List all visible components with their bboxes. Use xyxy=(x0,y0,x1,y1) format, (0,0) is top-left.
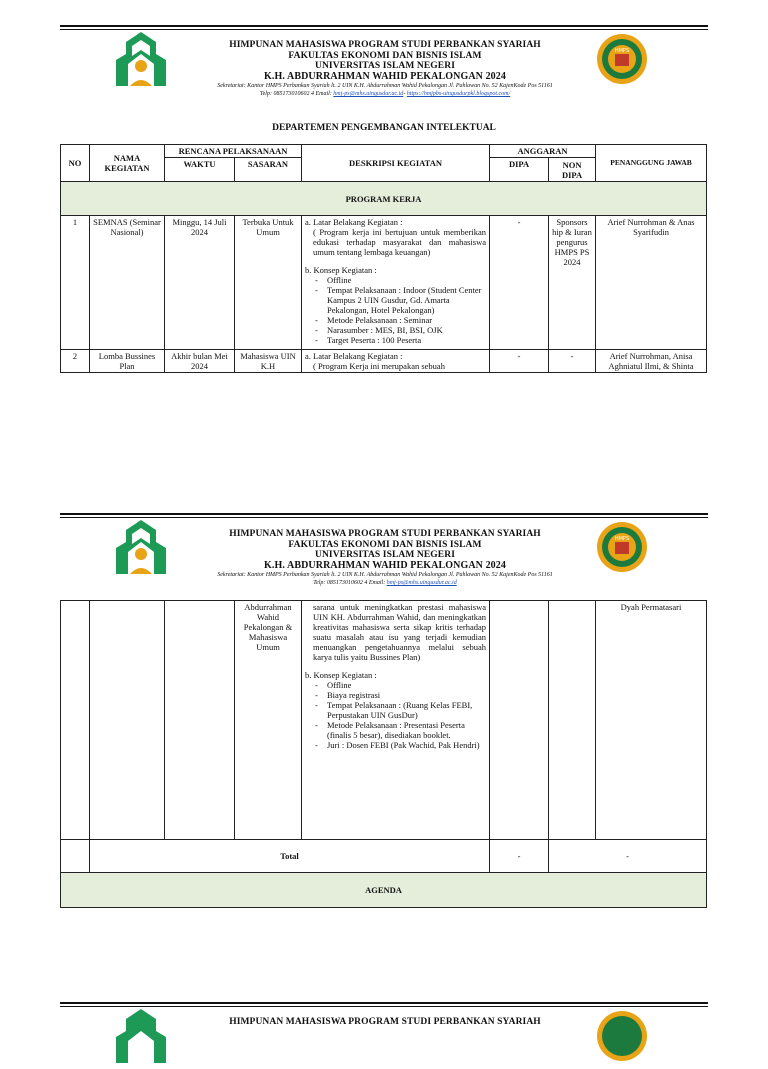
hmps-logo-icon xyxy=(595,520,649,574)
section-program-kerja: PROGRAM KERJA xyxy=(61,182,707,216)
row-sasaran: Terbuka Untuk Umum xyxy=(235,216,302,350)
row-waktu: Akhir bulan Mei 2024 xyxy=(165,350,235,373)
row-nama: Lomba Bussines Plan xyxy=(90,350,165,373)
address: Sekretariat: Kantor HMPS Perbankan Syariah lt. 2 UIN K.H. Abdurrahman Wahid Pekalongan Jl. Pahlawan No. 52 KajenKode Pos 51161 xyxy=(217,83,553,89)
row-pj: Dyah Permatasari xyxy=(596,601,707,840)
col-no: NO xyxy=(61,145,90,182)
col-rencana: RENCANA PELAKSANAAN xyxy=(165,145,302,158)
total-row xyxy=(61,840,707,873)
contact-line: Telp: 085173010602 4 Email: hmj-ps@mhs.uingusdur.ac.id xyxy=(313,580,457,586)
row-dipa: - xyxy=(490,216,549,350)
uin-logo-icon xyxy=(108,1005,174,1069)
row-pj: Arief Nurrohman & Anas Syarifudin xyxy=(596,216,707,350)
col-pj: PENANGGUNG JAWAB xyxy=(596,145,707,182)
org-name: HIMPUNAN MAHASISWA PROGRAM STUDI PERBANKAN SYARIAH xyxy=(229,40,541,50)
row-no: 2 xyxy=(61,350,90,373)
col-sasaran: SASARAN xyxy=(235,158,302,182)
desc-a-title: a. Latar Belakang Kegiatan : xyxy=(305,217,403,227)
desc-b-list xyxy=(305,680,486,750)
total-non-dipa: - xyxy=(549,840,707,873)
col-anggaran: ANGGARAN xyxy=(490,145,596,158)
letterhead xyxy=(160,1017,610,1028)
svg-text:HMPS: HMPS xyxy=(614,48,630,54)
row-deskripsi xyxy=(302,216,490,350)
university-name: UNIVERSITAS ISLAM NEGERI xyxy=(314,61,455,71)
row-deskripsi xyxy=(302,350,490,373)
col-nama: NAMA KEGIATAN xyxy=(90,145,165,182)
row-pj: Arief Nurrohman, Anisa Aghniatul Ilmi, & Shinta xyxy=(596,350,707,373)
faculty-name: FAKULTAS EKONOMI DAN BISNIS ISLAM xyxy=(288,539,482,550)
list-item: - Tempat Pelaksanaan : Indoor (Student Center Kampus 2 UIN Gusdur, Gd. Amarta Pekalongan, Hotel Pekalongan) xyxy=(327,285,486,315)
total-dipa: - xyxy=(490,840,549,873)
list-item: - Offline xyxy=(327,275,486,285)
table-row xyxy=(61,601,707,840)
university-name-2: K.H. ABDURRAHMAN WAHID PEKALONGAN 2024 xyxy=(264,559,506,571)
list-item: - Offline xyxy=(327,680,486,690)
desc-b-title: b. Konsep Kegiatan : xyxy=(305,670,377,680)
desc-a-title: a. Latar Belakang Kegiatan : xyxy=(305,351,403,361)
list-item: - Target Peserta : 100 Peserta xyxy=(327,335,486,345)
list-item: - Metode Pelaksanaan : Presentasi Peserta (finalis 5 besar), disediakan booklet. xyxy=(327,720,486,740)
row-non-dipa: - xyxy=(549,350,596,373)
faculty-name: FAKULTAS EKONOMI DAN BISNIS ISLAM xyxy=(288,50,482,61)
col-dipa: DIPA xyxy=(490,158,549,182)
letterhead xyxy=(160,40,610,98)
department-title: DEPARTEMEN PENGEMBANGAN INTELEKTUAL xyxy=(272,123,496,133)
hmps-logo-icon xyxy=(595,1009,649,1063)
email-link[interactable]: hmj-ps@mhs.uingusdur.ac.id xyxy=(386,580,457,586)
desc-b-list xyxy=(305,275,486,345)
org-name: HIMPUNAN MAHASISWA PROGRAM STUDI PERBANKAN SYARIAH xyxy=(229,529,541,539)
table-row xyxy=(61,350,707,373)
table-row xyxy=(61,216,707,350)
total-label: Total xyxy=(90,840,490,873)
row-waktu: Minggu, 14 Juli 2024 xyxy=(165,216,235,350)
col-deskripsi: DESKRIPSI KEGIATAN xyxy=(302,145,490,182)
hmps-logo-icon xyxy=(595,32,649,86)
university-name: UNIVERSITAS ISLAM NEGERI xyxy=(314,550,455,560)
col-waktu: WAKTU xyxy=(165,158,235,182)
row-sasaran: Abdurrahman Wahid Pekalongan & Mahasiswa Umum xyxy=(235,601,302,840)
list-item: - Narasumber : MES, BI, BSI, OJK xyxy=(327,325,486,335)
blog-link[interactable]: https://hmjpbs-uingusdurpkl.blogspot.com/ xyxy=(406,91,511,97)
row-nama: SEMNAS (Seminar Nasional) xyxy=(90,216,165,350)
desc-a-body: ( Program kerja ini bertujuan untuk memberikan edukasi terhadap masyarakat dan mahasiswa umum tentang lembaga keuangan) xyxy=(313,227,487,257)
program-table-page2 xyxy=(60,600,707,908)
contact-line: Telp: 085173010602 4 Email: hmj-ps@mhs.uingusdur.ac.id- https://hmjpbs-uingusdurpkl.blogspot.com/ xyxy=(259,91,511,97)
list-item: - Biaya registrasi xyxy=(327,690,486,700)
row-non-dipa: Sponsors hip & Iuran pengurus HMPS PS 2024 xyxy=(549,216,596,350)
email-link[interactable]: hmj-ps@mhs.uingusdur.ac.id xyxy=(333,91,404,97)
col-non-dipa: NON DIPA xyxy=(549,158,596,182)
section-agenda: AGENDA xyxy=(61,873,707,908)
list-item: - Juri : Dosen FEBI (Pak Wachid, Pak Hendri) xyxy=(327,740,486,750)
row-no: 1 xyxy=(61,216,90,350)
university-name-2: K.H. ABDURRAHMAN WAHID PEKALONGAN 2024 xyxy=(264,70,506,82)
row-sasaran: Mahasiswa UIN K.H xyxy=(235,350,302,373)
letterhead xyxy=(160,529,610,587)
org-name: HIMPUNAN MAHASISWA PROGRAM STUDI PERBANKAN SYARIAH xyxy=(229,1017,541,1027)
list-item: - Tempat Pelaksanaan : (Ruang Kelas FEBI, Perpustakan UIN GusDur) xyxy=(327,700,486,720)
desc-a-body: sarana untuk meningkatkan prestasi mahasiswa UIN KH. Abdurrahman Wahid, dan meningkatkan kreativitas mahasiswa serta sikap kritis terhadap suatu masalah atau isu yang terjadi kemudian menuangkan pengetahuannya melalui sebuah karya tulis yaitu Bussines Plan) xyxy=(313,602,486,662)
list-item: - Metode Pelaksanaan : Seminar xyxy=(327,315,486,325)
desc-b-title: b. Konsep Kegiatan : xyxy=(305,265,377,275)
address: Sekretariat: Kantor HMPS Perbankan Syariah lt. 2 UIN K.H. Abdurrahman Wahid Pekalongan Jl. Pahlawan No. 52 KajenKode Pos 51161 xyxy=(217,572,553,578)
row-dipa: - xyxy=(490,350,549,373)
svg-text:HMPS: HMPS xyxy=(614,536,630,542)
program-table-page1 xyxy=(60,144,707,373)
row-deskripsi xyxy=(302,601,490,840)
desc-a-body: ( Program Kerja ini merupakan sebuah xyxy=(313,361,445,371)
